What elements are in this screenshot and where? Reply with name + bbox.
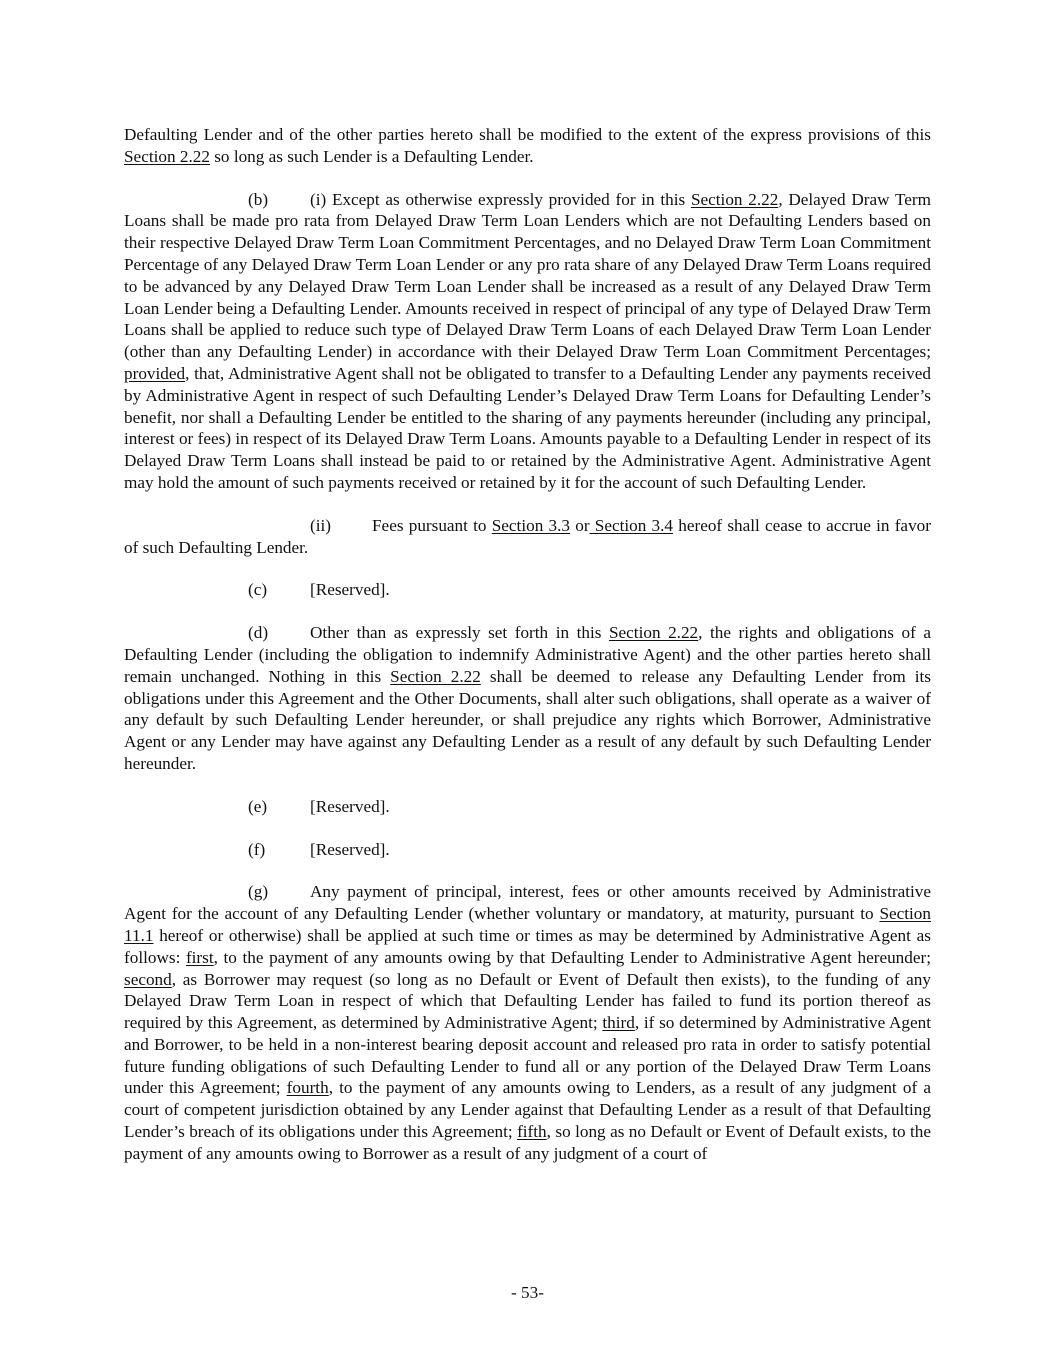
text-run: Other than as expressly set forth in this	[310, 623, 609, 643]
text-run: Any payment of principal, interest, fees or other amounts received by Administrative Agent for the account of any Defaulting Lender (whether voluntary or mandatory, at maturity, pursuant to	[124, 882, 931, 924]
text-run: , the rights and obligations of a Defaulting Lender (including the obligation to indemnify Administrative Agent) and the other parties hereto shall remain unchanged. Nothing in this	[124, 623, 931, 686]
paragraph-label: (ii)	[310, 515, 331, 535]
text-run: , so long as no Default or Event of Default exists, to the payment of any amounts owing to Borrower as a result of any judgment of a court of	[124, 1122, 932, 1163]
text-run: , that, Administrative Agent shall not be obligated to transfer to a Defaulting Lender any payments received by Administrative Agent in respect of such Defaulting Lender’s Delayed Draw Term Loans for Defaulting Lender’s benefit, nor shall a Defaulting Lender be entitled to the sharing of any payments hereunder (including any principal, interest or fees) in respect of its Delayed Draw Term Loans. Amounts payable to a Defaulting Lender in respect of its Delayed Draw Term Loans shall instead be paid to or retained by the Administrative Agent. Administrative Agent may hold the amount of such payments received or retained by it for the account of such Defaulting Lender.	[124, 363, 931, 492]
text-run: or	[570, 515, 590, 535]
paragraph-g	[124, 881, 931, 1164]
text-run: , to the payment of any amounts owing to Lenders, as a result of any judgment of a court of competent jurisdiction obtained by any Lender against that Defaulting Lender as a result of that Defaulting Lender’s breach of its obligations under this Agreement;	[124, 1078, 931, 1142]
text-run: [Reserved].	[310, 580, 390, 600]
paragraph-label: (c)	[248, 580, 268, 600]
continuation-paragraph	[124, 124, 931, 168]
defined-term: provided	[124, 363, 186, 383]
section-reference: Section 2.22	[690, 189, 779, 209]
text-run: , to the payment of any amounts owing by that Defaulting Lender to Administrative Agent hereunder;	[213, 947, 931, 967]
text-run: , if so determined by Administrative Agent and Borrower, to be held in a non-interest bearing deposit account and released pro rata in order to satisfy potential future funding obligations of such Defaulting Lender to fund all or any portion of the Delayed Draw Term Loans under this Agreement;	[124, 1013, 931, 1098]
defined-term: third	[602, 1013, 635, 1033]
text-run: [Reserved].	[310, 839, 390, 859]
text-run: so long as such Lender is a Defaulting Lender.	[209, 146, 534, 166]
section-reference: Section 2.22	[608, 623, 699, 643]
paragraph-f	[124, 839, 931, 861]
paragraph-label: (e)	[248, 796, 268, 816]
page-number: - 53-	[511, 1283, 544, 1302]
defined-term: fourth	[286, 1078, 329, 1098]
defined-term: second	[124, 969, 172, 989]
paragraph-label: (g)	[248, 882, 269, 902]
paragraph-label: (d)	[248, 623, 269, 643]
text-run: , as Borrower may request (so long as no Default or Event of Default then exists), to the funding of any Delayed Draw Term Loan in respect of which that Defaulting Lender has failed to fund its portion thereof as required by this Agreement, as determined by Administrative Agent;	[124, 969, 931, 1033]
paragraph-b	[124, 189, 931, 494]
defined-term: first	[185, 947, 214, 967]
paragraph-label: (b)	[248, 189, 269, 209]
section-reference: Section 11.1	[124, 904, 931, 945]
defined-term: fifth	[517, 1122, 547, 1142]
paragraph-d	[124, 622, 931, 775]
section-reference: Section 2.22	[124, 146, 210, 166]
document-page	[124, 124, 931, 1186]
paragraph-b-ii	[124, 515, 931, 559]
text-run: (i) Except as otherwise expressly provided for in this	[310, 189, 691, 209]
text-run: Defaulting Lender and of the other parties hereto shall be modified to the extent of the express provisions of this	[124, 125, 931, 144]
section-reference: Section 3.4	[589, 515, 674, 535]
text-run: , Delayed Draw Term Loans shall be made pro rata from Delayed Draw Term Loan Lenders which are not Defaulting Lenders based on their respective Delayed Draw Term Loan Commitment Percentages, and no Delayed Draw Term Loan Commitment Percentage of any Delayed Draw Term Loan Lender or any pro rata share of any Delayed Draw Term Loans required to be advanced by any Delayed Draw Term Loan Lender shall be increased as a result of any Delayed Draw Term Loan Lender being a Defaulting Lender. Amounts received in respect of principal of any type of Delayed Draw Term Loans shall be applied to reduce such type of Delayed Draw Term Loans of each Delayed Draw Term Loan Lender (other than any Defaulting Lender) in accordance with their Delayed Draw Term Loan Commitment Percentages;	[124, 189, 931, 362]
section-reference: Section 2.22	[390, 666, 481, 686]
paragraph-e	[124, 796, 931, 818]
text-run: shall be deemed to release any Defaulting Lender from its obligations under this Agreement and the Other Documents, shall alter such obligations, shall operate as a waiver of any default by such Defaulting Lender hereunder, or shall prejudice any rights which Borrower, Administrative Agent or any Lender may have against any Defaulting Lender as a result of any default by such Defaulting Lender hereunder.	[124, 666, 931, 773]
text-run: hereof or otherwise) shall be applied at such time or times as may be determined by Administrative Agent as follows:	[124, 925, 931, 967]
paragraph-c	[124, 579, 931, 601]
paragraph-label: (f)	[248, 839, 266, 859]
text-run: Fees pursuant to	[372, 515, 492, 535]
text-run: hereof shall cease to accrue in favor of such Defaulting Lender.	[124, 515, 931, 557]
section-reference: Section 3.3	[491, 515, 570, 535]
text-run: [Reserved].	[310, 796, 390, 816]
